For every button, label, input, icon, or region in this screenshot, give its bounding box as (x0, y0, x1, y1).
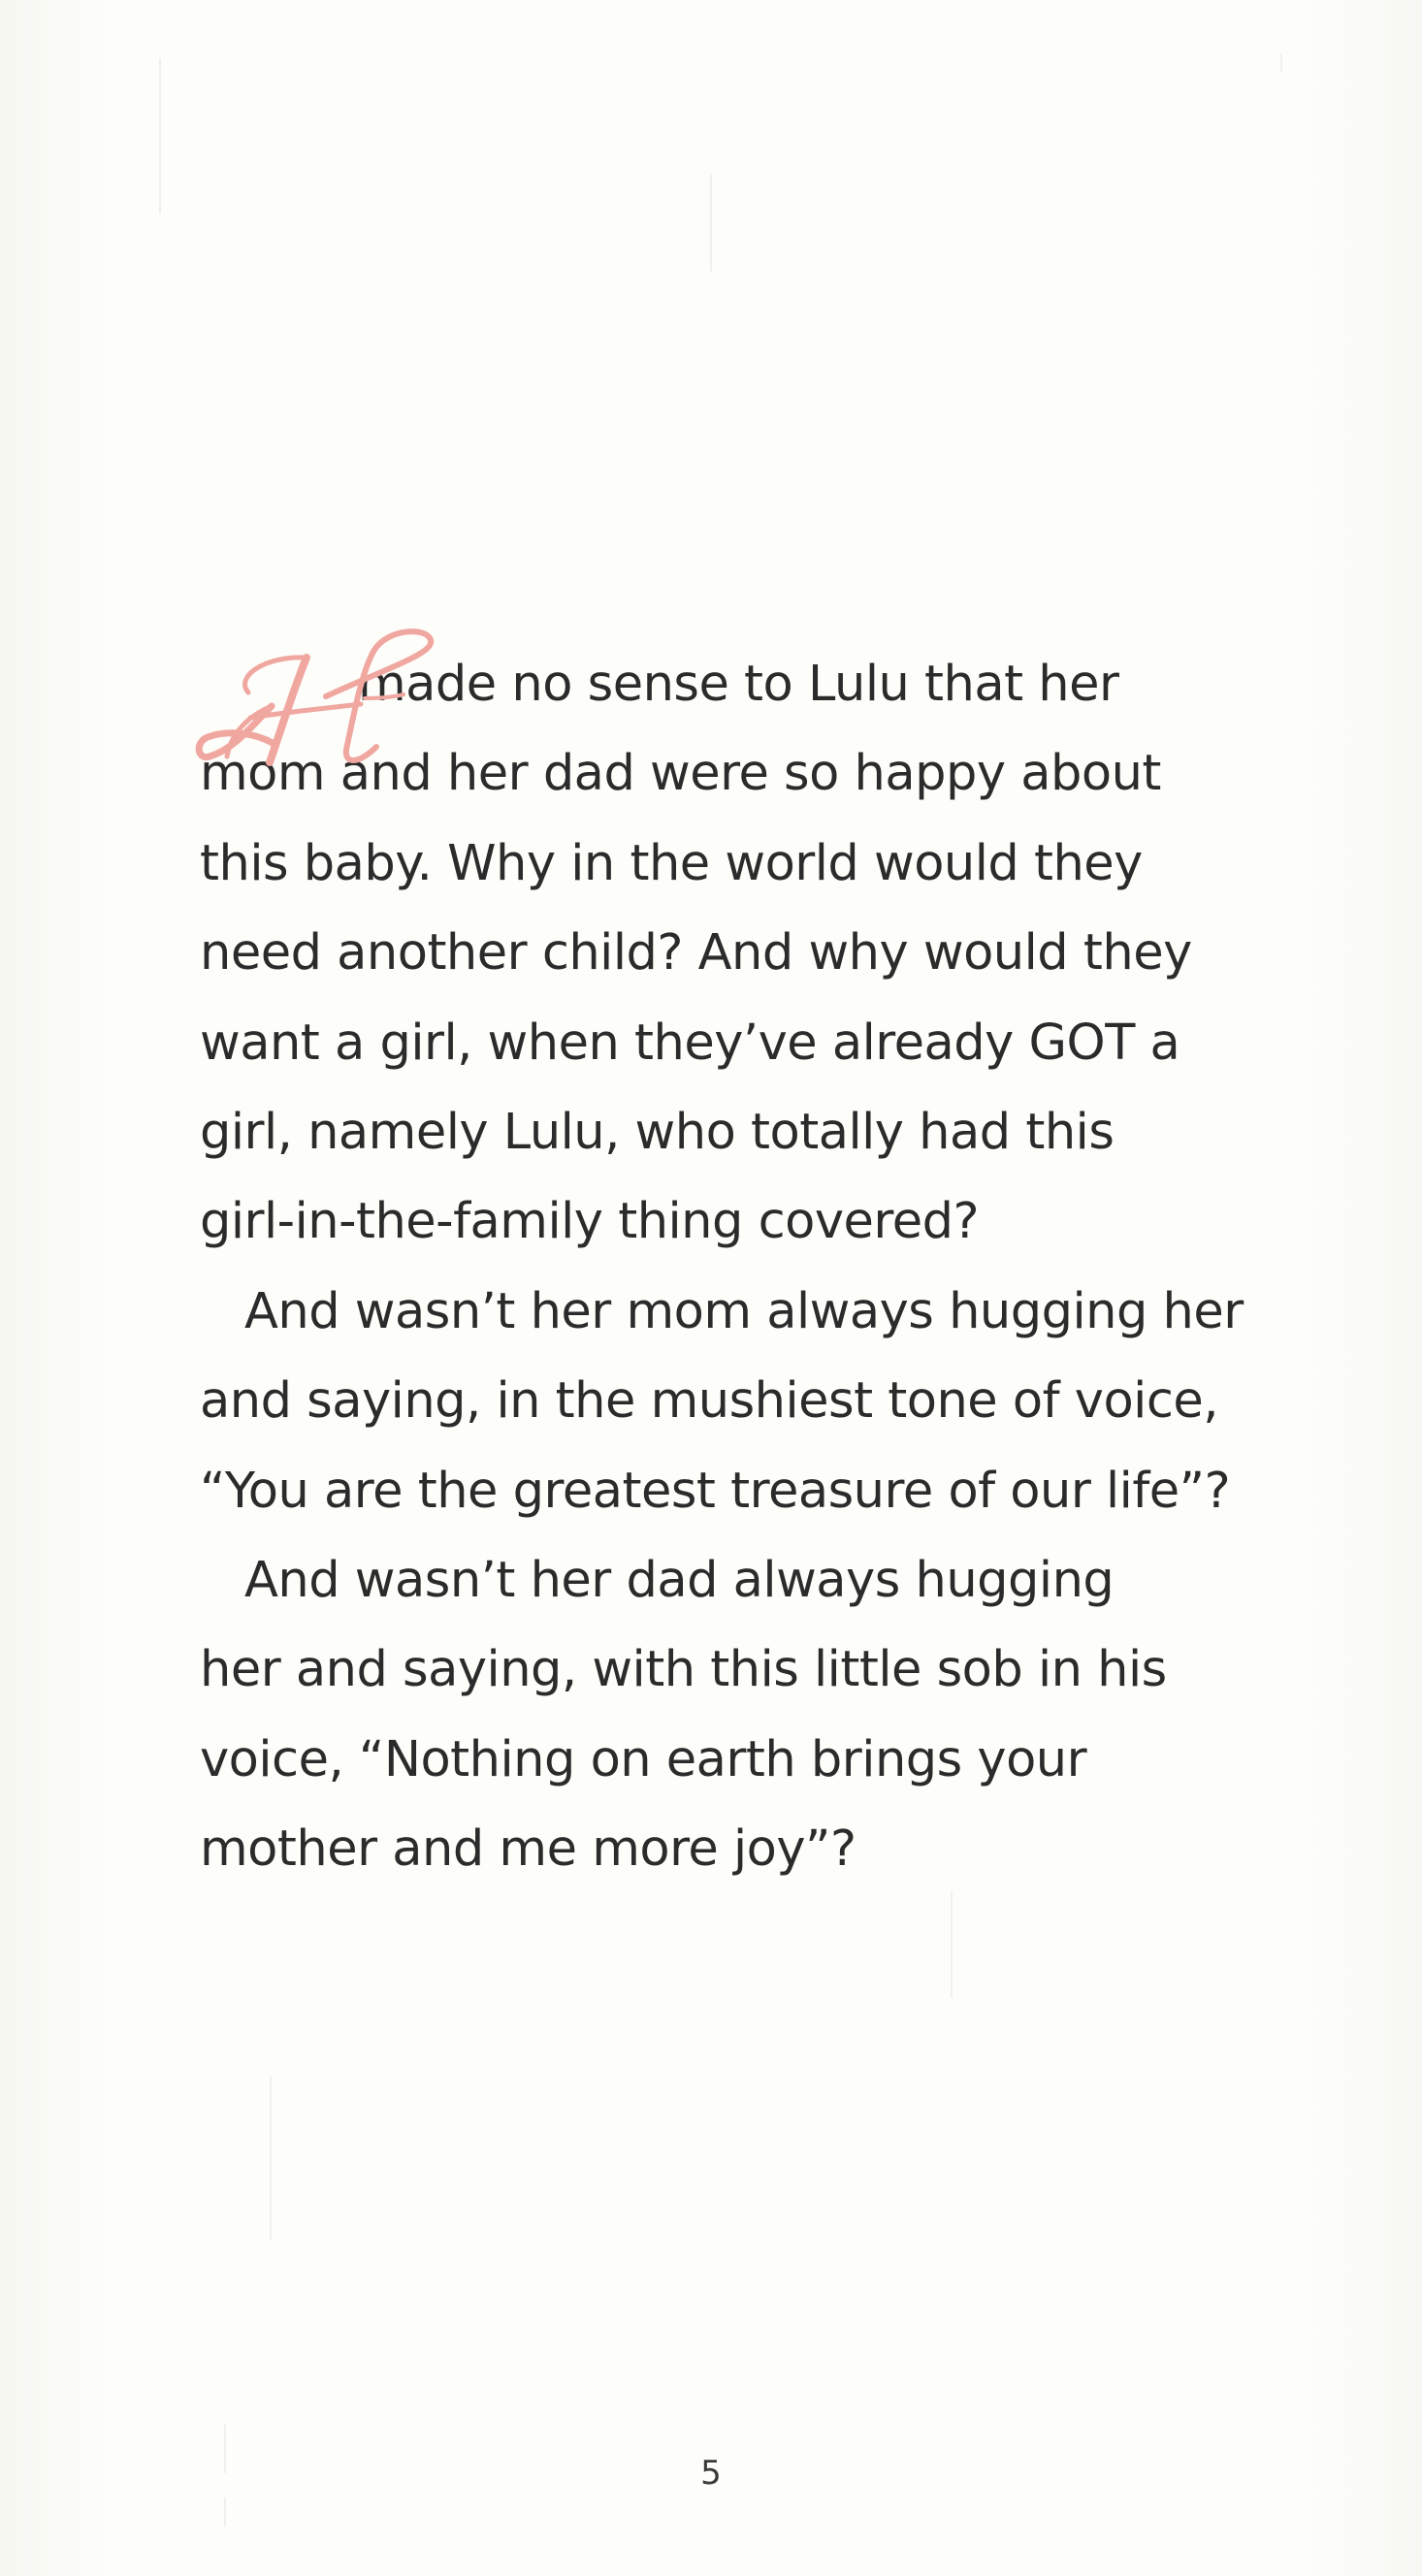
text-line: girl-in-the-family thing covered? (200, 1193, 980, 1251)
paper-scuff (1280, 53, 1282, 73)
text-line: voice, “Nothing on earth brings your (200, 1730, 1087, 1788)
paper-scuff (224, 2497, 226, 2527)
paper-scuff (710, 175, 712, 272)
first-line-text: made no sense to Lulu that her (358, 656, 1119, 713)
text-line: mom and her dad were so happy about (200, 745, 1161, 803)
text-line: “You are the greatest treasure of our life”? (200, 1462, 1231, 1520)
text-line: want a girl, when they’ve already GOT a (200, 1014, 1180, 1072)
decorative-initial-letter (194, 628, 436, 774)
text-line: girl, namely Lulu, who totally had this (200, 1103, 1115, 1161)
text-line: need another child? And why would they (200, 924, 1192, 982)
page-number: 5 (700, 2454, 722, 2493)
text-line: And wasn’t her dad always hugging (244, 1551, 1115, 1609)
text-line: and saying, in the mushiest tone of voice, (200, 1372, 1218, 1431)
paper-scuff (951, 1891, 953, 1998)
paper-scuff (159, 58, 161, 213)
text-line: mother and me more joy”? (200, 1820, 856, 1879)
text-line: her and saying, with this little sob in his (200, 1641, 1167, 1699)
body-text (200, 640, 1244, 1894)
paper-scuff (270, 2076, 272, 2240)
text-line: this baby. Why in the world would they (200, 834, 1143, 892)
text-line: And wasn’t her mom always hugging her (244, 1282, 1244, 1340)
first-line (200, 640, 1209, 729)
